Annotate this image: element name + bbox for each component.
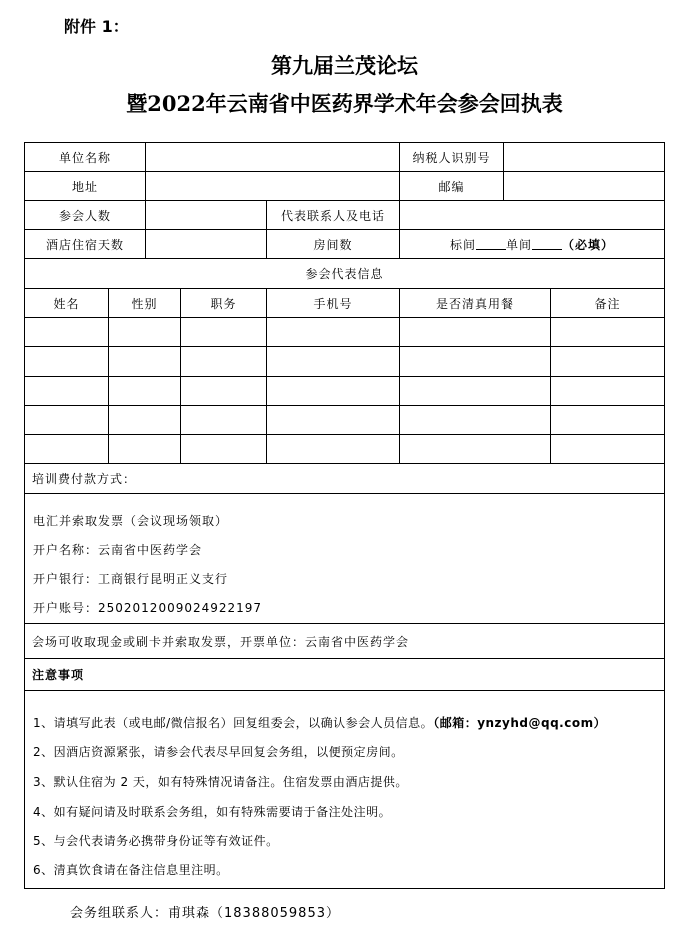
table-row[interactable] bbox=[25, 435, 664, 463]
address-field[interactable] bbox=[146, 172, 399, 200]
onsite-payment-note: 会场可收取现金或刷卡并索取发票，开票单位：云南省中医药学会 bbox=[32, 634, 410, 649]
contact-label: 代表联系人及电话 bbox=[280, 208, 385, 223]
tax-id-label: 纳税人识别号 bbox=[412, 150, 491, 165]
attendee-count-label: 参会人数 bbox=[58, 208, 111, 223]
table-row[interactable] bbox=[25, 347, 664, 376]
note-item: 3、默认住宿为 2 天，如有特殊情况请备注。住宿发票由酒店提供。 bbox=[33, 775, 408, 789]
payment-line: 电汇并索取发票（会议现场领取） bbox=[33, 514, 229, 528]
note-item: 4、如有疑问请及时联系会务组，如有特殊需要请于备注处注明。 bbox=[33, 805, 392, 819]
note-item: 2、因酒店资源紧张，请参会代表尽早回复会务组，以便预定房间。 bbox=[33, 745, 404, 759]
form-title-line2: 暨2022年云南省中医药界学术年会参会回执表 bbox=[126, 91, 563, 116]
room-count-label: 房间数 bbox=[313, 237, 353, 252]
notes-title: 注意事项 bbox=[32, 668, 85, 682]
note-text: 1、请填写此表（或电邮/微信报名）回复组委会，以确认参会人员信息。 bbox=[33, 716, 434, 730]
postcode-label: 邮编 bbox=[438, 179, 465, 194]
hotel-days-field[interactable] bbox=[146, 230, 266, 258]
tax-id-field[interactable] bbox=[504, 143, 664, 171]
hotel-days-label: 酒店住宿天数 bbox=[45, 237, 124, 252]
column-header-halal: 是否清真用餐 bbox=[435, 296, 514, 311]
room-type-cell bbox=[400, 230, 664, 258]
table-row[interactable] bbox=[25, 318, 664, 346]
unit-name-field[interactable] bbox=[146, 143, 399, 171]
address-label: 地址 bbox=[71, 179, 98, 194]
unit-name-label: 单位名称 bbox=[58, 150, 111, 165]
attendee-count-field[interactable] bbox=[146, 201, 266, 229]
column-header-phone: 手机号 bbox=[313, 296, 353, 311]
organizer-contact: 会务组联系人：甫琪森（18388059853） bbox=[70, 906, 340, 921]
single-room-label: 单间 bbox=[505, 237, 532, 252]
single-room-blank[interactable] bbox=[532, 238, 562, 250]
standard-room-label: 标间 bbox=[449, 237, 476, 252]
postcode-field[interactable] bbox=[504, 172, 664, 200]
delegates-header: 参会代表信息 bbox=[305, 267, 384, 281]
contact-field[interactable] bbox=[400, 201, 664, 229]
registration-form-table bbox=[24, 142, 665, 889]
table-row[interactable] bbox=[25, 377, 664, 405]
form-title-line1: 第九届兰茂论坛 bbox=[271, 53, 418, 78]
standard-room-blank[interactable] bbox=[476, 238, 506, 250]
required-label: （必填） bbox=[562, 237, 615, 252]
email-note: （邮箱：ynzyhd@qq.com） bbox=[433, 716, 607, 730]
column-header-remarks: 备注 bbox=[594, 296, 621, 311]
attachment-label: 附件 1： bbox=[64, 17, 129, 36]
payment-bank: 开户银行：工商银行昆明正义支行 bbox=[33, 572, 229, 586]
note-item: 5、与会代表请务必携带身份证等有效证件。 bbox=[33, 834, 279, 848]
note-item: 6、清真饮食请在备注信息里注明。 bbox=[33, 863, 229, 877]
table-row[interactable] bbox=[25, 406, 664, 434]
payment-account-number: 开户账号：2502012009024922197 bbox=[33, 601, 263, 615]
payment-method-label: 培训费付款方式： bbox=[32, 472, 137, 486]
payment-account-name: 开户名称：云南省中医药学会 bbox=[33, 543, 203, 557]
column-header-name: 姓名 bbox=[53, 296, 80, 311]
note-item bbox=[33, 714, 606, 731]
column-header-gender: 性别 bbox=[131, 296, 158, 311]
column-header-position: 职务 bbox=[210, 296, 237, 311]
